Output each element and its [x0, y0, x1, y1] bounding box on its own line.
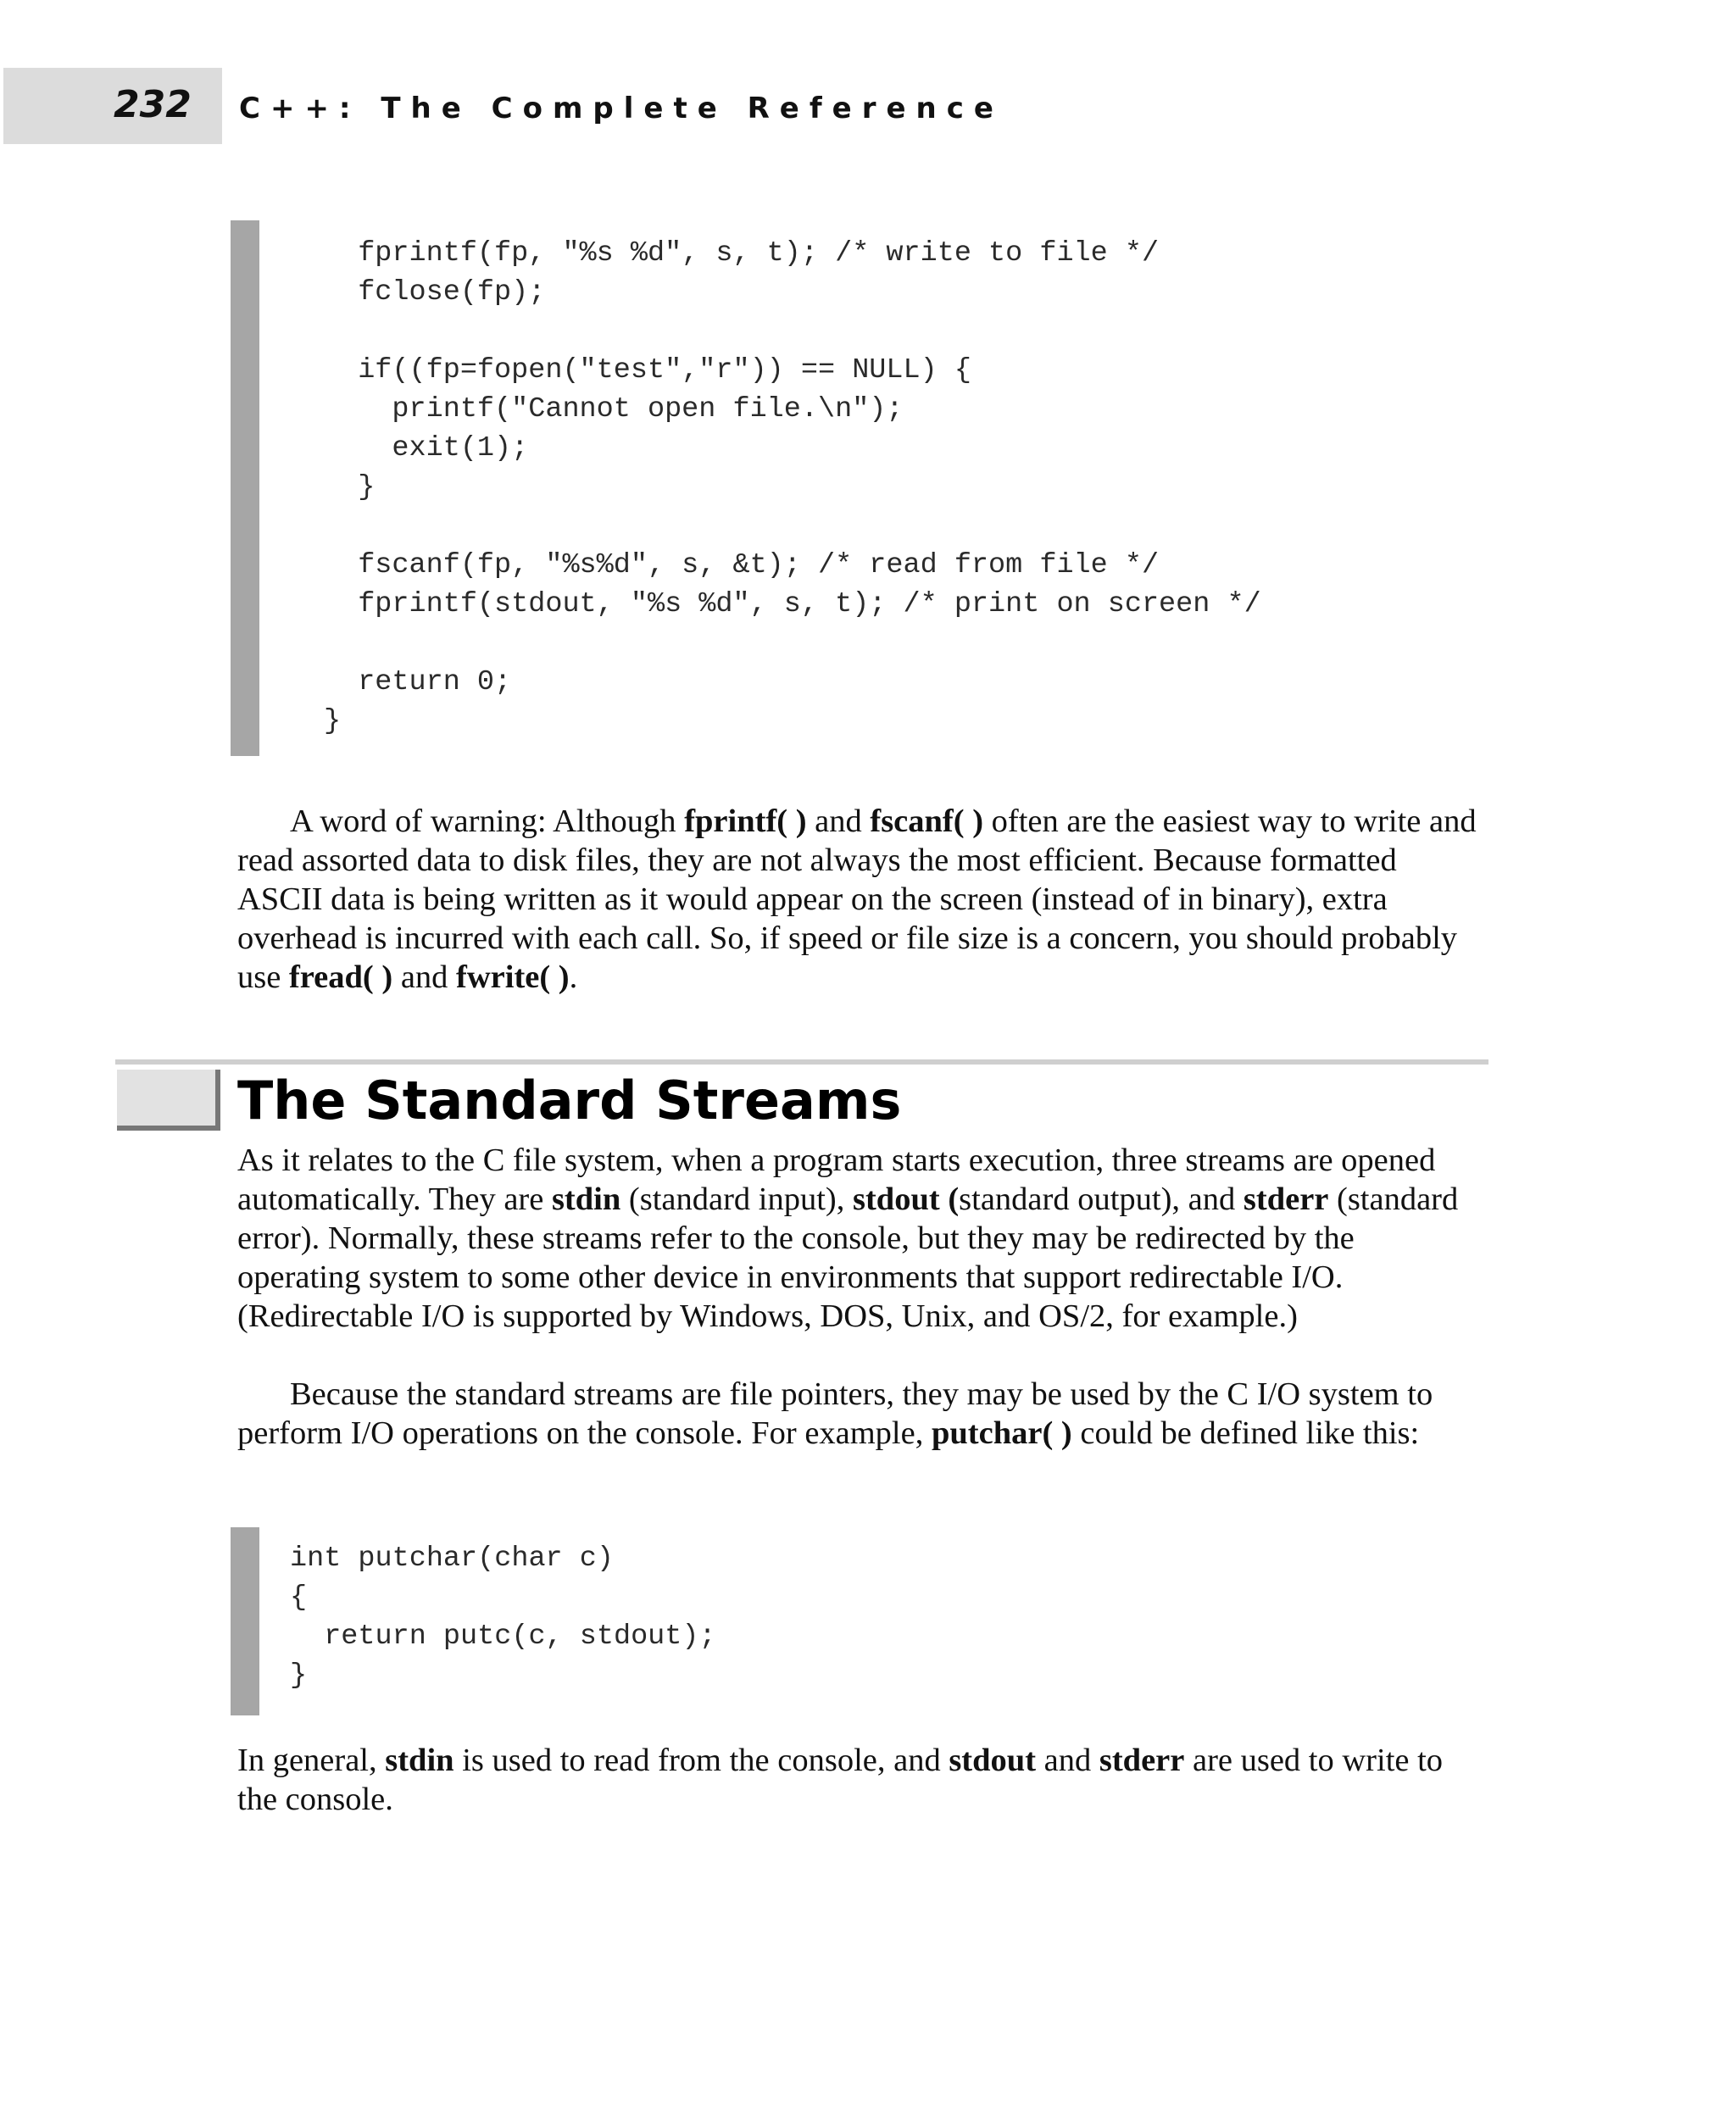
text-run: . — [569, 959, 578, 995]
code-line: if((fp=fopen("test","r")) == NULL) { — [324, 354, 971, 386]
code-line: } — [324, 471, 376, 503]
bold-term: putchar( ) — [931, 1415, 1072, 1451]
code-line: fprintf(stdout, "%s %d", s, t); /* print on screen */ — [324, 588, 1261, 620]
bold-term: stdin — [551, 1181, 621, 1217]
bold-term: stderr — [1243, 1181, 1329, 1217]
code-line: return 0; — [324, 666, 512, 698]
text-run: (standard input), — [620, 1181, 853, 1217]
paragraph-warning — [237, 802, 1479, 997]
code-line: return putc(c, stdout); — [290, 1621, 716, 1653]
code-block-putchar — [231, 1527, 1485, 1715]
bold-term: stderr — [1099, 1743, 1185, 1778]
section-rule — [115, 1059, 1488, 1065]
code-bar — [231, 1527, 259, 1715]
code-line: { — [290, 1582, 308, 1614]
text-run: (standard error). Normally, these streams refer to the console, but they may be redirected by the operating system to some other device in environments that support redirectable I/O. (Redirectable I/O is supported by Windows, DOS, Unix, and OS/2, for example.) — [237, 1181, 1459, 1334]
paragraph-file-pointers — [237, 1375, 1479, 1453]
text-run: In general, — [237, 1743, 386, 1778]
code-line: fclose(fp); — [324, 276, 546, 309]
bold-term: fprintf( ) — [684, 803, 807, 839]
text-run: are used to write to the console. — [237, 1743, 1444, 1817]
code-line: int putchar(char c) — [290, 1543, 614, 1575]
text-run: A word of warning: Although — [290, 803, 685, 839]
bold-term: stdin — [385, 1743, 454, 1778]
code-line: fscanf(fp, "%s%d", s, &t); /* read from file */ — [324, 549, 1160, 581]
page-number: 232 — [114, 83, 192, 126]
code-bar — [231, 220, 259, 756]
text-run: often are the easiest way to write and read assorted data to disk files, they are not always the most efficient. Because formatted ASCII data is being written as it would appear on the screen (instead of in binary), extra overhead is incurred with each call. So, if speed or file size is a concern, you should probably use — [237, 803, 1477, 995]
bold-term: stdout — [949, 1743, 1037, 1778]
text-run: and — [392, 959, 457, 995]
bold-term: fwrite( ) — [456, 959, 570, 995]
code-line: fprintf(fp, "%s %d", s, t); /* write to file */ — [324, 237, 1160, 270]
code-line: } — [324, 705, 342, 737]
text-run: and — [1036, 1743, 1099, 1778]
running-title: C++: The Complete Reference — [239, 92, 1004, 125]
text-run: As it relates to the C file system, when a program starts execution, three streams are opened automatically. They are — [237, 1142, 1436, 1217]
text-run: Because the standard streams are file pointers, they may be used by the C I/O system to perform I/O operations on the console. For example, — [237, 1376, 1433, 1451]
bold-term: fscanf( ) — [870, 803, 984, 839]
paragraph-general — [237, 1741, 1479, 1819]
code-block-file-io — [231, 220, 1485, 756]
bold-term: fread( ) — [288, 959, 393, 995]
code-line: } — [290, 1659, 308, 1692]
bold-term: stdout ( — [853, 1181, 960, 1217]
code-line: exit(1); — [324, 432, 529, 464]
text-run: and — [806, 803, 871, 839]
section-marker — [117, 1070, 220, 1131]
text-run: standard output), and — [959, 1181, 1244, 1217]
text-run: could be defined like this: — [1071, 1415, 1420, 1451]
paragraph-standard-streams — [237, 1141, 1479, 1336]
text-run: is used to read from the console, and — [453, 1743, 949, 1778]
code-line: printf("Cannot open file.\n"); — [324, 393, 904, 425]
section-title: The Standard Streams — [237, 1070, 902, 1131]
